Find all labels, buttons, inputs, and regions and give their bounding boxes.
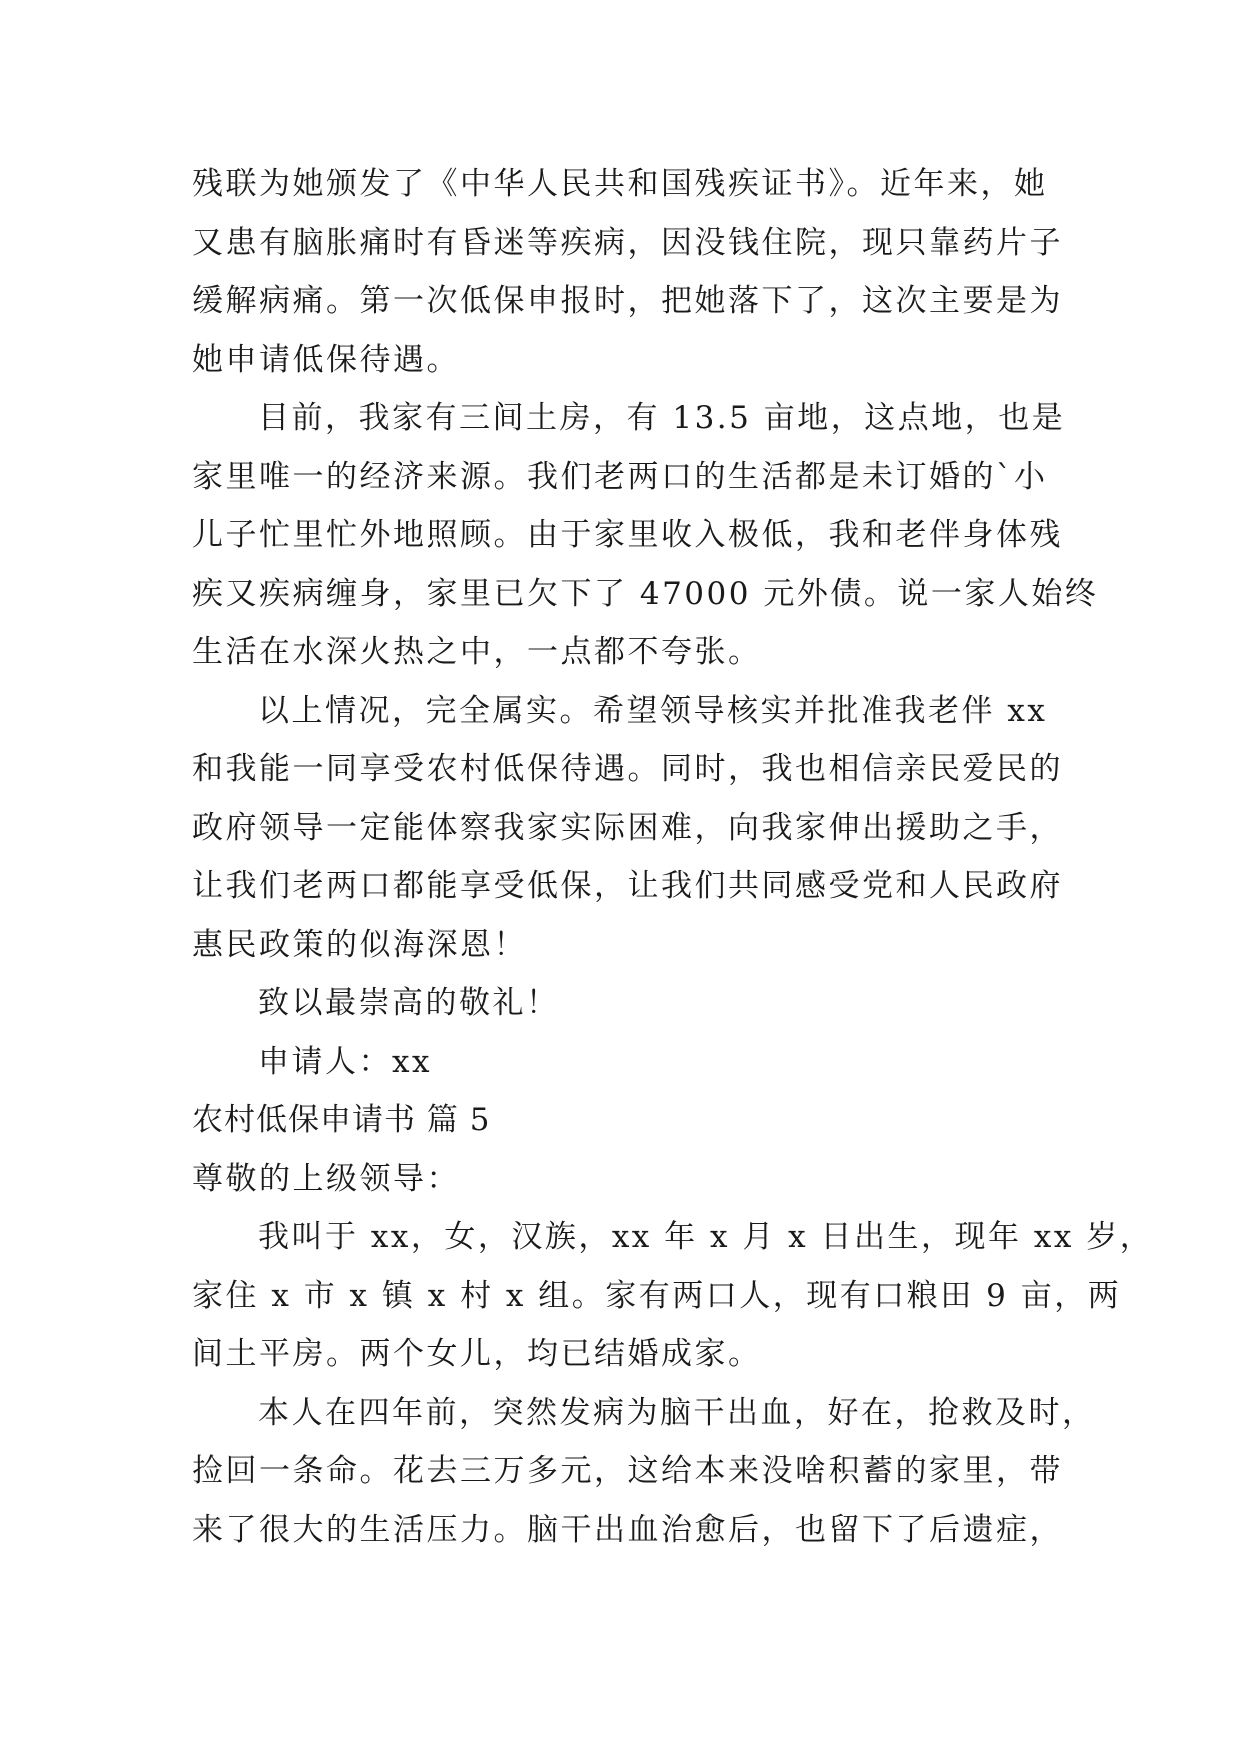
text-line: 目前，我家有三间土房，有 13.5 亩地，这点地，也是 xyxy=(258,400,1066,436)
text-line: 让我们老两口都能享受低保，让我们共同感受党和人民政府 xyxy=(192,868,1063,904)
text-line: 我叫于 xx，女，汉族，xx 年 x 月 x 日出生，现年 xx 岁， xyxy=(258,1219,1154,1255)
text-line: 本人在四年前，突然发病为脑干出血，好在，抢救及时， xyxy=(258,1394,1096,1431)
text-line: 残联为她颁发了《中华人民共和国残疾证书》。近年来，她 xyxy=(192,166,1048,202)
text-line: 她申请低保待遇。 xyxy=(192,341,460,378)
text-line: 尊敬的上级领导： xyxy=(192,1160,460,1197)
text-line: 疾又疾病缠身，家里已欠下了 47000 元外债。说一家人始终 xyxy=(192,575,1099,612)
text-line: 儿子忙里忙外地照顾。由于家里收入极低，我和老伴身体残 xyxy=(192,517,1063,553)
text-line: 惠民政策的似海深恩！ xyxy=(192,926,527,963)
text-line: 政府领导一定能体察我家实际困难，向我家伸出援助之手， xyxy=(192,809,1063,846)
text-line: 缓解病痛。第一次低保申报时，把她落下了，这次主要是为 xyxy=(192,283,1063,319)
text-line: 来了很大的生活压力。脑干出血治愈后，也留下了后遗症， xyxy=(192,1511,1063,1548)
text-line: 生活在水深火热之中，一点都不夸张。 xyxy=(192,634,762,670)
text-line: 申请人：xx xyxy=(258,1043,432,1080)
section-heading: 农村低保申请书 篇 5 xyxy=(192,1102,491,1138)
text-line: 和我能一同享受农村低保待遇。同时，我也相信亲民爱民的 xyxy=(192,751,1063,787)
document-body xyxy=(192,155,1154,1559)
text-line: 家里唯一的经济来源。我们老两口的生活都是未订婚的`小 xyxy=(192,458,1048,495)
text-line: 间土平房。两个女儿，均已结婚成家。 xyxy=(192,1336,762,1372)
text-line: 家住 x 市 x 镇 x 村 x 组。家有两口人，现有口粮田 9 亩，两 xyxy=(192,1277,1122,1314)
text-line: 致以最崇高的敬礼！ xyxy=(258,985,560,1021)
text-line: 又患有脑胀痛时有昏迷等疾病，因没钱住院，现只靠药片子 xyxy=(192,224,1063,261)
text-line: 捡回一条命。花去三万多元，这给本来没啥积蓄的家里，带 xyxy=(192,1453,1063,1489)
text-line: 以上情况，完全属实。希望领导核实并批准我老伴 xx xyxy=(258,692,1048,729)
